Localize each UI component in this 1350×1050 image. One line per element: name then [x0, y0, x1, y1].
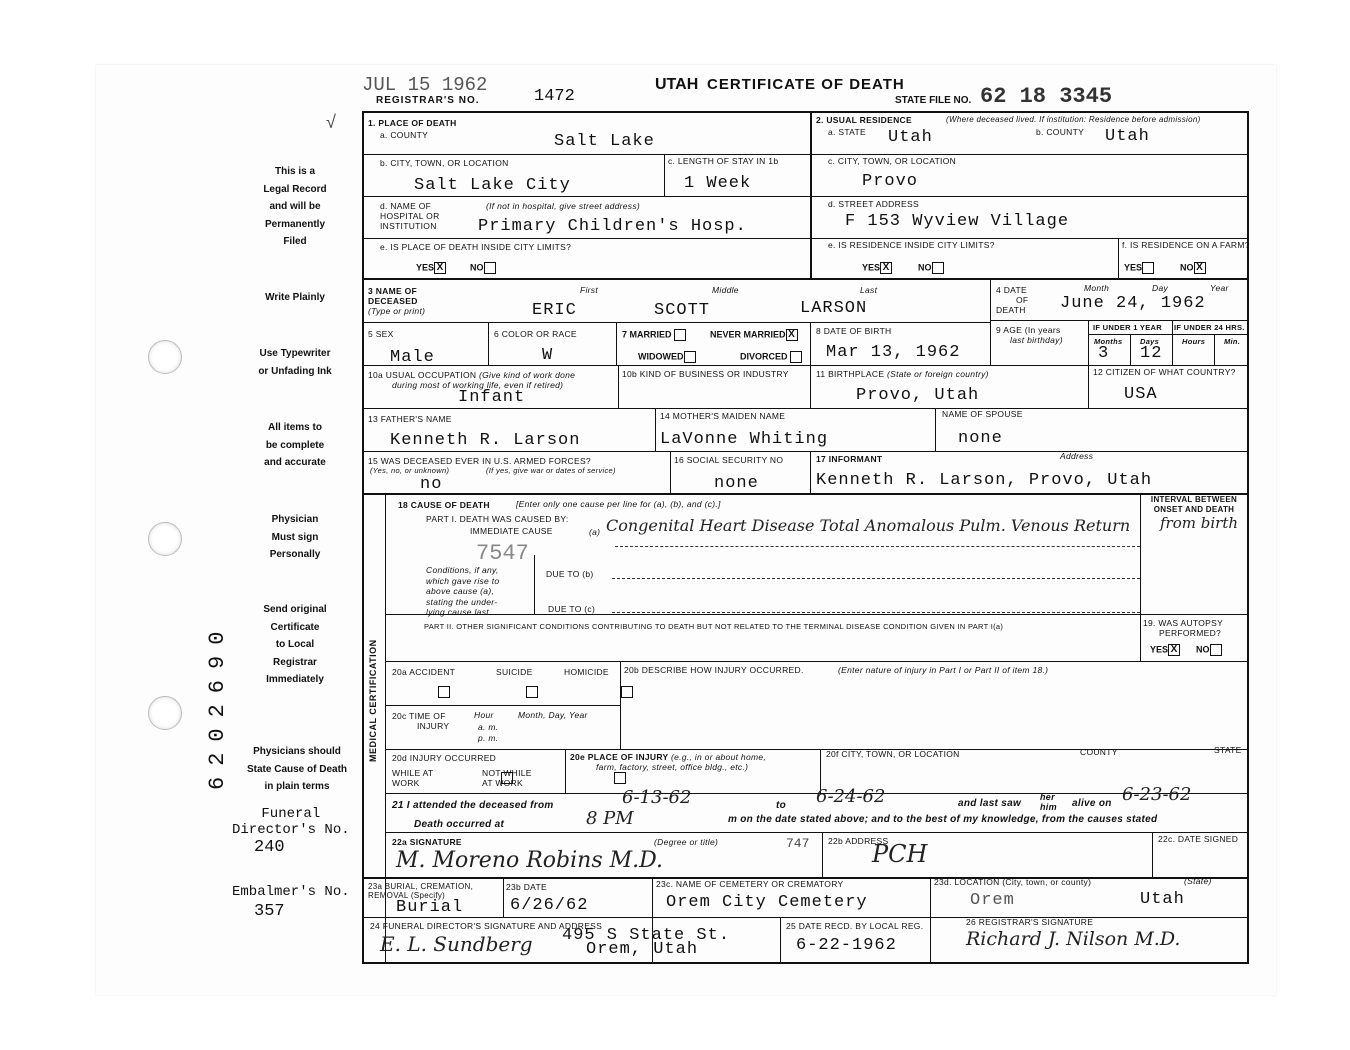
days-label: Days	[1140, 337, 1160, 346]
page-title: CERTIFICATE OF DEATH	[707, 76, 905, 93]
check-mark: √	[326, 112, 336, 132]
time-injury-label: 20c TIME OF INJURY	[392, 711, 450, 731]
embalmer-no: 357	[254, 902, 285, 921]
autopsy-no: NO	[1196, 644, 1222, 656]
county-value: Salt Lake	[554, 132, 655, 151]
cause-note: [Enter only one cause per line for (a), (b), and (c).]	[516, 499, 721, 509]
binder-hole-bottom	[148, 696, 182, 730]
inside-city-yes: YES X	[416, 262, 446, 274]
never-married-option: NEVER MARRIED X	[710, 329, 798, 341]
sidebar-legal-record: This is a Legal Record and will be Permanently Filed	[263, 166, 327, 247]
month-label: Month	[1084, 283, 1110, 293]
birthplace-value: Provo, Utah	[856, 386, 980, 405]
place-of-injury-label: 20e PLACE OF INJURY (e.g., in or about home, farm, factory, street, office bldg., etc.)	[570, 752, 767, 772]
res-state-label: a. STATE	[828, 127, 866, 137]
funeral-director-sig-label: 24 FUNERAL DIRECTOR'S SIGNATURE AND ADDRESS	[370, 921, 603, 931]
inside-city-label: e. IS PLACE OF DEATH INSIDE CITY LIMITS?	[380, 242, 572, 252]
race-value: W	[542, 346, 554, 365]
last-saw-label: and last saw	[958, 798, 1022, 809]
first-label: First	[580, 285, 599, 295]
state-file-no: 62 18 3345	[980, 84, 1113, 109]
mdy-label: Month, Day, Year	[518, 710, 588, 720]
am-label: a. m.	[478, 722, 499, 732]
cemetery-value: Orem City Cemetery	[666, 893, 868, 912]
her-label: her	[1040, 792, 1055, 802]
part1-label: PART I. DEATH WAS CAUSED BY:	[426, 514, 569, 524]
sidebar-complete: All items to be complete and accurate	[264, 422, 326, 468]
stay-label: c. LENGTH OF STAY IN 1b	[668, 156, 779, 166]
farm-yes: YES	[1124, 262, 1154, 274]
birthplace-label: 11 BIRTHPLACE (State or foreign country)	[816, 369, 989, 379]
date-of-death-label: 4 DATE OF DEATH	[996, 285, 1029, 315]
degree-label: (Degree or title)	[654, 837, 719, 847]
usual-residence-title: 2. USUAL RESIDENCE	[816, 115, 912, 125]
sidebar-typewriter: Use Typewriter or Unfading Ink	[258, 348, 332, 377]
name-label: 3 NAME OF DECEASED (Type or print)	[368, 286, 426, 316]
injury-state-label: STATE	[1214, 745, 1242, 755]
him-label: him	[1040, 802, 1057, 812]
stay-value: 1 Week	[684, 174, 752, 193]
inside-city-no: NO	[470, 262, 496, 274]
father-value: Kenneth R. Larson	[390, 431, 581, 450]
part2-label: PART II. OTHER SIGNIFICANT CONDITIONS CONTRIBUTING TO DEATH BUT NOT RELATED TO THE TERMINAL DISEASE CONDITION GIVEN IN PART I(a)	[424, 622, 1004, 631]
physician-number: 747	[786, 836, 810, 851]
pm-label: p. m.	[478, 733, 499, 743]
middle-label: Middle	[712, 285, 739, 295]
under-1-year-label: IF UNDER 1 YEAR	[1093, 323, 1162, 332]
alive-on-label: alive on	[1072, 798, 1112, 809]
father-label: 13 FATHER'S NAME	[368, 414, 452, 424]
checkbox-widowed[interactable]	[684, 351, 696, 363]
cemetery-location: Orem	[970, 891, 1015, 910]
birth-date-value: Mar 13, 1962	[826, 343, 961, 362]
attended-from: 6-13-62	[622, 787, 692, 808]
ssn-value: none	[714, 474, 759, 493]
citizen-label: 12 CITIZEN OF WHAT COUNTRY?	[1093, 367, 1236, 377]
race-label: 6 COLOR OR RACE	[494, 329, 577, 339]
res-inside-no: NO	[918, 262, 944, 274]
armed-forces-note-2: (If yes, give war or dates of service)	[486, 466, 616, 475]
sidebar-write-plainly: Write Plainly	[265, 292, 325, 303]
hospital-value: Primary Children's Hosp.	[478, 217, 747, 236]
res-street-label: d. STREET ADDRESS	[828, 199, 919, 209]
date-stamp: JUL 15 1962	[362, 74, 488, 96]
injury-city-label: 20f CITY, TOWN, OR LOCATION	[826, 749, 960, 759]
married-option: 7 MARRIED	[622, 329, 686, 341]
registrars-no-label: REGISTRAR'S NO.	[376, 95, 480, 106]
under-24-hrs-label: IF UNDER 24 HRS.	[1174, 323, 1245, 332]
res-county-value: Utah	[1105, 127, 1150, 146]
hours-label: Hours	[1182, 337, 1206, 346]
form-top-border	[362, 111, 1248, 113]
checkbox-autopsy-no[interactable]	[1210, 644, 1222, 656]
checkbox-no[interactable]	[484, 262, 496, 274]
to-label: to	[776, 800, 787, 811]
res-street-value: F 153 Wyview Village	[845, 212, 1070, 231]
day-label: Day	[1152, 283, 1169, 293]
while-at-work-label: WHILE AT WORK	[392, 768, 434, 788]
checkbox-farm-yes[interactable]	[1142, 262, 1154, 274]
res-city-label: c. CITY, TOWN, OR LOCATION	[828, 156, 957, 166]
place-of-death-title: 1. PLACE OF DEATH	[368, 118, 457, 128]
conditions-note: Conditions, if any, which gave rise to above cause (a), stating the under- lying cause last.	[426, 565, 500, 617]
armed-forces-note-1: (Yes, no, or unknown)	[370, 466, 450, 475]
residence-note: (Where deceased lived. If institution: Residence before admission)	[946, 115, 1201, 124]
cemetery-label: 23c. NAME OF CEMETERY OR CREMATORY	[656, 879, 844, 889]
armed-forces-value: no	[420, 475, 443, 494]
binder-hole-top	[148, 340, 182, 374]
burial-date-label: 23b DATE	[506, 882, 547, 892]
date-signed-label: 22c. DATE SIGNED	[1158, 834, 1239, 844]
checkbox-autopsy-yes[interactable]: X	[1168, 644, 1180, 656]
checkbox-suicide[interactable]	[526, 686, 538, 698]
farm-label: f. IS RESIDENCE ON A FARM?	[1122, 240, 1250, 250]
form-bottom-border	[362, 962, 1249, 964]
checkbox-yes[interactable]: X	[434, 262, 446, 274]
death-time: 8 PM	[586, 808, 634, 829]
spouse-value: none	[958, 429, 1003, 448]
vertical-serial-number: 6202690	[205, 620, 230, 790]
age-label: 9 AGE (In years last birthday)	[996, 325, 1063, 345]
sidebar-send-original: Send original Certificate to Local Registrar Immediately	[263, 604, 327, 685]
cemetery-state-label: (State)	[1184, 876, 1212, 886]
widowed-option: WIDOWED	[638, 351, 696, 363]
farm-no: NO X	[1180, 262, 1206, 274]
death-occurred-label: Death occurred at	[414, 819, 505, 830]
last-name: LARSON	[800, 299, 868, 318]
spouse-label: NAME OF SPOUSE	[942, 409, 1023, 419]
checkbox-res-inside-no[interactable]	[932, 262, 944, 274]
business-label: 10b KIND OF BUSINESS OR INDUSTRY	[622, 369, 789, 379]
immediate-cause-label: IMMEDIATE CAUSE	[470, 526, 553, 536]
cemetery-location-label: 23d. LOCATION (City, town, or county)	[934, 877, 1092, 887]
checkbox-homicide[interactable]	[621, 686, 633, 698]
date-of-death-value: June 24, 1962	[1060, 294, 1206, 313]
date-recd-label: 25 DATE RECD. BY LOCAL REG.	[786, 921, 924, 931]
accident-label: 20a ACCIDENT	[392, 667, 456, 677]
funeral-director-signature: E. L. Sundberg	[380, 932, 533, 956]
res-county-label: b. COUNTY	[1036, 127, 1085, 137]
attended-to: 6-24-62	[816, 786, 886, 807]
binder-hole-middle	[148, 522, 182, 556]
sidebar-physician-sign: Physician Must sign Personally	[269, 514, 321, 560]
informant-value: Kenneth R. Larson, Provo, Utah	[816, 471, 1153, 490]
res-state-value: Utah	[888, 128, 933, 147]
sidebar-state-cause: Physicians should State Cause of Death in plain terms	[246, 746, 348, 792]
registrars-no: 1472	[534, 87, 575, 106]
signature-label: 22a SIGNATURE	[392, 837, 462, 847]
res-inside-yes: YES X	[862, 262, 892, 274]
hospital-note: (If not in hospital, give street address)	[486, 201, 641, 211]
cause-a-label: (a)	[589, 527, 601, 537]
suicide-label: SUICIDE	[496, 667, 533, 677]
min-label: Min.	[1224, 337, 1241, 346]
physician-signature: M. Moreno Robins M.D.	[396, 848, 663, 873]
interval-value: from birth	[1160, 514, 1239, 532]
interval-label: INTERVAL BETWEEN ONSET AND DEATH	[1150, 495, 1238, 514]
funeral-director-label: Funeral Director's No.	[232, 806, 350, 838]
divorced-option: DIVORCED	[740, 351, 802, 363]
res-inside-label: e. IS RESIDENCE INSIDE CITY LIMITS?	[828, 240, 995, 250]
informant-address-label: Address	[1060, 451, 1094, 461]
age-months: 3	[1098, 344, 1110, 363]
registrar-signature: Richard J. Nilson M.D.	[966, 928, 1181, 950]
mother-label: 14 MOTHER'S MAIDEN NAME	[660, 411, 786, 421]
injury-county-label: COUNTY	[1080, 747, 1118, 757]
checkbox-farm-no[interactable]: X	[1194, 262, 1206, 274]
year-label: Year	[1210, 283, 1229, 293]
months-label: Months	[1094, 337, 1123, 346]
burial-date-value: 6/26/62	[510, 896, 589, 915]
burial-value: Burial	[396, 898, 464, 917]
describe-injury-note: (Enter nature of injury in Part I or Part II of item 18.)	[838, 665, 1049, 675]
date-recd-value: 6-22-1962	[796, 936, 897, 955]
ssn-label: 16 SOCIAL SECURITY NO	[674, 455, 784, 465]
due-to-c-label: DUE TO (c)	[548, 604, 596, 614]
county-label: a. COUNTY	[380, 130, 429, 140]
cause-a-value: Congenital Heart Disease Total Anomalous Pulm. Venous Return	[606, 516, 1131, 535]
not-while-at-work-label: NOT WHILE AT WORK	[482, 768, 532, 788]
physician-address-label: 22b ADDRESS	[828, 836, 889, 846]
sex-label: 5 SEX	[368, 329, 394, 339]
middle-name: SCOTT	[654, 301, 711, 320]
autopsy-yes: YES X	[1150, 644, 1180, 656]
alive-on-value: 6-23-62	[1122, 784, 1192, 805]
armed-forces-label: 15 WAS DECEASED EVER IN U.S. ARMED FORCES?	[368, 456, 591, 466]
funeral-director-no: 240	[254, 838, 285, 857]
citizen-value: USA	[1124, 385, 1158, 404]
burial-label: 23a BURIAL, CREMATION, REMOVAL (Specify)	[368, 882, 474, 900]
last-label: Last	[860, 285, 878, 295]
title-utah: UTAH	[655, 76, 699, 93]
first-name: ERIC	[532, 301, 577, 320]
homicide-label: HOMICIDE	[564, 667, 609, 677]
cause-of-death-title: 18 CAUSE OF DEATH	[398, 500, 490, 510]
hour-label: Hour	[474, 710, 494, 720]
attended-label: 21 I attended the deceased from	[392, 800, 554, 811]
describe-injury-label: 20b DESCRIBE HOW INJURY OCCURRED.	[624, 665, 804, 675]
res-city-value: Provo	[862, 172, 919, 191]
hospital-label: d. NAME OF HOSPITAL OR INSTITUTION	[380, 201, 440, 231]
embalmer-label: Embalmer's No.	[232, 884, 350, 900]
checkbox-res-inside-yes[interactable]: X	[880, 262, 892, 274]
checkbox-divorced[interactable]	[790, 351, 802, 363]
physician-address: PCH	[872, 840, 928, 868]
birth-date-label: 8 DATE OF BIRTH	[816, 326, 892, 336]
occupation-value: Infant	[458, 388, 526, 407]
injury-occurred-label: 20d INJURY OCCURRED	[392, 753, 497, 763]
state-file-label: STATE FILE NO.	[895, 95, 972, 106]
checkbox-married[interactable]	[674, 329, 686, 341]
cemetery-state: Utah	[1140, 890, 1185, 909]
statement-label: m on the date stated above; and to the best of my knowledge, from the causes stated	[728, 814, 1158, 825]
funeral-address-1: 495 S State St.	[562, 926, 731, 945]
checkbox-not-while-at-work[interactable]	[614, 772, 626, 784]
checkbox-accident[interactable]	[438, 686, 450, 698]
informant-label: 17 INFORMANT	[816, 454, 883, 464]
sex-value: Male	[390, 348, 435, 367]
city-label: b. CITY, TOWN, OR LOCATION	[380, 158, 509, 168]
cause-code: 7547	[476, 541, 529, 566]
due-to-b-label: DUE TO (b)	[546, 569, 594, 579]
age-days: 12	[1140, 344, 1163, 363]
medical-certification-label: MEDICAL CERTIFICATION	[368, 639, 378, 762]
mother-value: LaVonne Whiting	[660, 430, 829, 449]
funeral-address-2: Orem, Utah	[586, 940, 699, 959]
registrar-sig-label: 26 REGISTRAR'S SIGNATURE	[966, 917, 1094, 927]
city-value: Salt Lake City	[414, 176, 571, 195]
checkbox-never-married[interactable]: X	[786, 329, 798, 341]
occupation-label: 10a USUAL OCCUPATION (Give kind of work done during most of working life, even if retired)	[368, 370, 576, 390]
autopsy-label: 19. WAS AUTOPSY PERFORMED?	[1143, 618, 1224, 638]
